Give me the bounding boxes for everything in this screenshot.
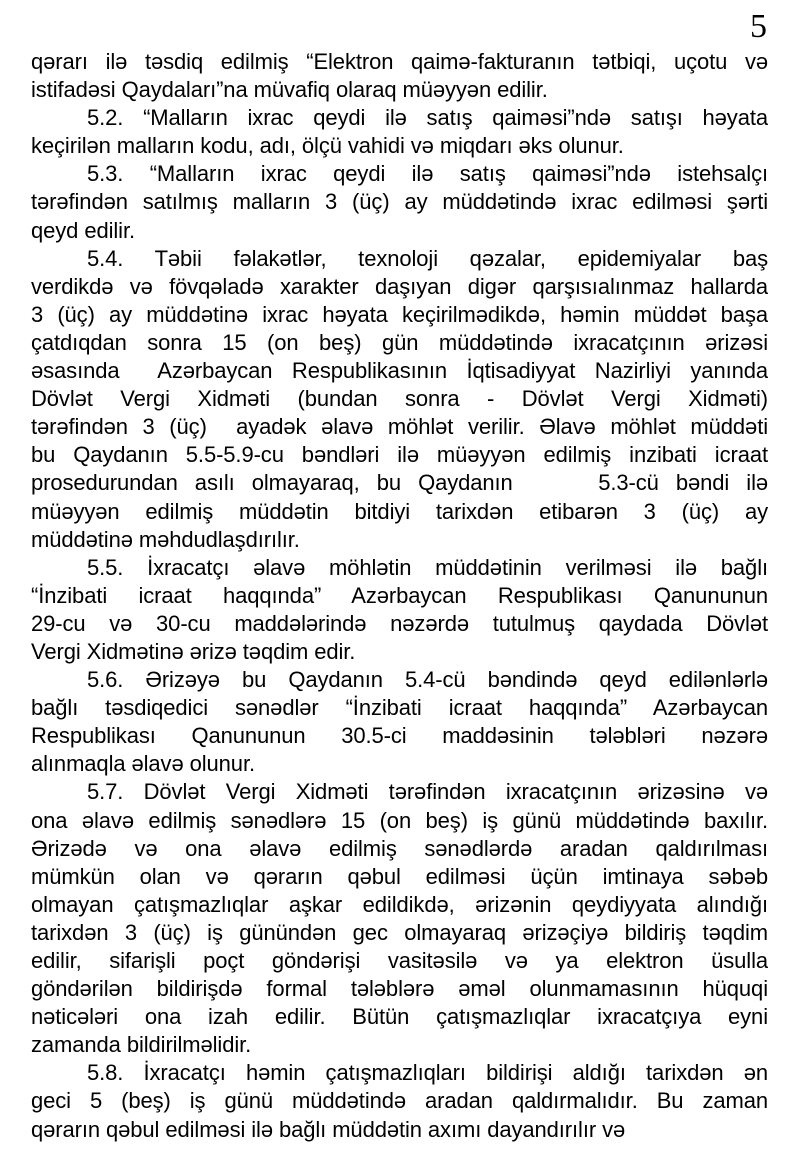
text-line: edilir, sifarişli poçt göndərişi vasitəsilə və ya elektron üsulla	[31, 948, 768, 973]
text-line: qərarı ilə təsdiq edilmiş “Elektron qaimə-fakturanın tətbiqi, uçotu və	[31, 49, 768, 74]
text-line: mümkün olan və qərarın qəbul edilməsi üçün imtinaya səbəb	[31, 863, 768, 889]
text-line: 29-cu və 30-cu maddələrində nəzərdə tutulmuş qaydada Dövlət	[31, 610, 768, 636]
clause-5-4	[31, 245, 768, 554]
text-line: olmayan çatışmazlıqlar aşkar edildikdə, ərizənin qeydiyyata alındığı	[31, 891, 768, 917]
text-line: göndərilən bildirişdə formal tələblərə əməl olunmamasının hüquqi	[31, 976, 768, 1002]
document-body	[31, 48, 768, 1144]
text-line: prosedurundan asılı olmayaraq, bu Qaydanın 5.3-cü bəndi ilə	[31, 470, 768, 496]
text-line: keçirilən malların kodu, adı, ölçü vahidi və miqdarı əks olunur.	[31, 133, 624, 159]
text-line: əsasında Azərbaycan Respublikasının İqtisadiyyat Nazirliyi yanında	[31, 358, 768, 384]
clause-5-8	[31, 1059, 768, 1143]
text-line: 3 (üç) ay müddətinə ixrac həyata keçirilmədikdə, həmin müddət başa	[31, 301, 768, 327]
text-line: 5.5. İxracatçı əlavə möhlətin müddətinin verilməsi ilə bağlı	[87, 554, 768, 580]
text-line: tarixdən 3 (üç) iş günündən gec olmayaraq ərizəçiyə bildiriş təqdim	[31, 919, 768, 945]
text-line: 5.4. Təbii fəlakətlər, texnoloji qəzalar, epidemiyalar baş	[87, 245, 768, 271]
text-line: tərəfindən 3 (üç) ayadək əlavə möhlət verilir. Əlavə möhlət müddəti	[31, 414, 768, 440]
text-line: alınmaqla əlavə olunur.	[31, 751, 255, 777]
clause-5-7	[31, 778, 768, 1059]
text-line: Vergi Xidmətinə ərizə təqdim edir.	[31, 638, 356, 664]
text-line: 5.6. Ərizəyə bu Qaydanın 5.4-cü bəndində qeyd edilənlərlə	[87, 667, 768, 693]
text-line: ona əlavə edilmiş sənədlərə 15 (on beş) iş günü müddətində baxılır.	[31, 807, 768, 833]
text-line: 5.2. “Malların ixrac qeydi ilə satış qaiməsi”ndə satışı həyata	[87, 105, 768, 131]
text-line: tərəfindən satılmış malların 3 (üç) ay müddətində ixrac edilməsi şərti	[31, 189, 768, 215]
text-line: Respublikası Qanununun 30.5-ci maddəsinin tələbləri nəzərə	[31, 723, 768, 749]
text-line: geci 5 (beş) iş günü müddətində aradan qaldırmalıdır. Bu zaman	[31, 1088, 768, 1114]
text-line: qərarın qəbul edilməsi ilə bağlı müddətin axımı dayandırılır və	[31, 1116, 626, 1142]
clause-5-3	[31, 160, 768, 244]
paragraph-continuation	[31, 48, 768, 104]
clause-5-2	[31, 104, 768, 160]
text-line: Ərizədə və ona əlavə edilmiş sənədlərdə aradan qaldırılması	[31, 835, 768, 861]
clause-5-6	[31, 666, 768, 778]
text-line: 5.8. İxracatçı həmin çatışmazlıqları bildirişi aldığı tarixdən ən	[87, 1060, 768, 1086]
text-line: müddətinə məhdudlaşdırılır.	[31, 526, 300, 552]
text-line: müəyyən edilmiş müddətin bitdiyi tarixdən etibarən 3 (üç) ay	[31, 498, 768, 524]
text-line: zamanda bildirilməlidir.	[31, 1032, 252, 1058]
text-line: nəticələri ona izah edilir. Bütün çatışmazlıqlar ixracatçıya eyni	[31, 1004, 768, 1030]
text-line: 5.3. “Malların ixrac qeydi ilə satış qaiməsi”ndə istehsalçı	[87, 161, 768, 187]
page-number: 5	[750, 8, 767, 45]
text-line: Dövlət Vergi Xidməti (bundan sonra - Dövlət Vergi Xidməti)	[31, 386, 768, 412]
text-line: qeyd edilir.	[31, 217, 135, 243]
text-line: verdikdə və fövqəladə xarakter daşıyan digər qarşısıalınmaz hallarda	[31, 273, 768, 299]
text-line: 5.7. Dövlət Vergi Xidməti tərəfindən ixracatçının ərizəsinə və	[87, 779, 768, 805]
text-line: çatdıqdan sonra 15 (on beş) gün müddətində ixracatçının ərizəsi	[31, 329, 768, 355]
text-line: “İnzibati icraat haqqında” Azərbaycan Respublikası Qanununun	[31, 582, 768, 608]
clause-5-5	[31, 554, 768, 666]
text-line: bu Qaydanın 5.5-5.9-cu bəndləri ilə müəyyən edilmiş inzibati icraat	[31, 442, 768, 468]
text-line: bağlı təsdiqedici sənədlər “İnzibati icraat haqqında” Azərbaycan	[31, 695, 768, 721]
text-line: istifadəsi Qaydaları”na müvafiq olaraq müəyyən edilir.	[31, 77, 548, 103]
